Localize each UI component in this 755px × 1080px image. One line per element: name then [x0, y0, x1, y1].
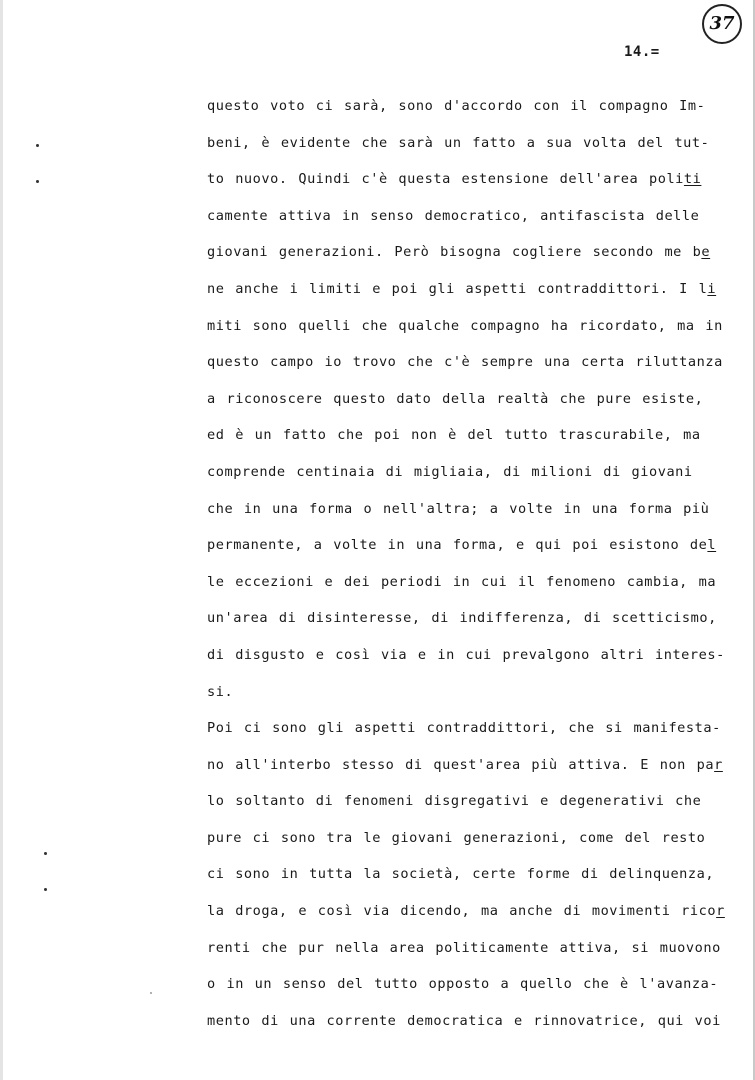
page-number: 14.= — [624, 44, 660, 60]
line-text: la droga, e così via dicendo, ma anche di movimenti rico — [207, 903, 717, 920]
margin-mark — [44, 888, 47, 891]
text-line — [207, 930, 737, 967]
margin-mark — [36, 144, 39, 147]
line-text: pure ci sono tra le giovani generazioni, come del resto — [207, 829, 706, 846]
text-line — [207, 491, 737, 528]
text-line — [207, 747, 737, 784]
text-line — [207, 564, 737, 601]
text-line — [207, 88, 737, 125]
text-line — [207, 1003, 737, 1040]
line-text: ci sono in tutta la società, certe forme di delinquenza, — [207, 866, 715, 883]
line-text: mento di una corrente democratica e rinnovatrice, qui voi — [207, 1012, 721, 1029]
text-line — [207, 161, 737, 198]
line-text: ed è un fatto che poi non è del tutto trascurabile, ma — [207, 427, 701, 444]
text-line — [207, 198, 737, 235]
line-text: renti che pur nella area politicamente attiva, si muovono — [207, 939, 721, 956]
margin-mark — [36, 180, 39, 183]
line-text: permanente, a volte in una forma, e qui poi esistono de — [207, 537, 708, 554]
underlined-syllable: r — [716, 903, 725, 920]
line-text: beni, è evidente che sarà un fatto a sua volta del tut- — [207, 134, 710, 151]
line-text: a riconoscere questo dato della realtà che pure esiste, — [207, 390, 704, 407]
line-text: comprende centinaia di migliaia, di milioni di giovani — [207, 463, 693, 480]
text-line — [207, 600, 737, 637]
underlined-syllable: i — [707, 280, 717, 297]
line-text: o in un senso del tutto opposto a quello che è l'avanza- — [207, 976, 719, 993]
text-line — [207, 710, 737, 747]
line-text: le eccezioni e dei periodi in cui il fenomeno cambia, ma — [207, 573, 717, 590]
line-text: questo campo io trovo che c'è sempre una certa riluttanza — [207, 354, 723, 371]
text-line — [207, 234, 737, 271]
underlined-syllable: l — [707, 537, 717, 554]
line-text: di disgusto e così via e in cui prevalgono altri interes- — [207, 646, 725, 663]
text-line — [207, 125, 737, 162]
underlined-syllable: ti — [683, 171, 702, 188]
line-text: giovani generazioni. Però bisogna cogliere secondo me b — [207, 244, 702, 261]
text-line — [207, 856, 737, 893]
line-text: no all'interbo stesso di quest'area più attiva. E non pa — [207, 756, 715, 773]
line-text: ne anche i limiti e poi gli aspetti contraddittori. I l — [207, 280, 708, 297]
text-line — [207, 344, 737, 381]
line-text: lo soltanto di fenomeni disgregativi e degenerativi che — [207, 793, 702, 810]
paper-speck — [150, 992, 152, 994]
text-line — [207, 271, 737, 308]
text-line — [207, 893, 737, 930]
line-text: Poi ci sono gli aspetti contraddittori, che si manifesta- — [207, 720, 721, 737]
typed-body-text — [207, 88, 737, 1039]
text-line — [207, 783, 737, 820]
text-line — [207, 527, 737, 564]
line-text: questo voto ci sarà, sono d'accordo con il compagno Im- — [207, 98, 706, 114]
line-text: camente attiva in senso democratico, antifascista delle — [207, 207, 700, 224]
line-text: si. — [207, 683, 234, 700]
line-text: miti sono quelli che qualche compagno ha ricordato, ma in — [207, 317, 723, 334]
line-text: un'area di disinteresse, di indifferenza, di scetticismo, — [207, 610, 717, 627]
text-line — [207, 820, 737, 857]
text-line — [207, 637, 737, 674]
underlined-syllable: e — [701, 244, 711, 261]
line-text: che in una forma o nell'altra; a volte in una forma più — [207, 500, 710, 517]
underlined-syllable: r — [714, 756, 723, 773]
line-text: to nuovo. Quindi c'è questa estensione dell'area poli — [207, 171, 684, 188]
archive-stamp: 37 — [702, 4, 742, 44]
text-line — [207, 674, 737, 711]
margin-mark — [44, 852, 47, 855]
text-line — [207, 417, 737, 454]
text-line — [207, 381, 737, 418]
text-line — [207, 966, 737, 1003]
text-line — [207, 454, 737, 491]
text-line — [207, 308, 737, 345]
